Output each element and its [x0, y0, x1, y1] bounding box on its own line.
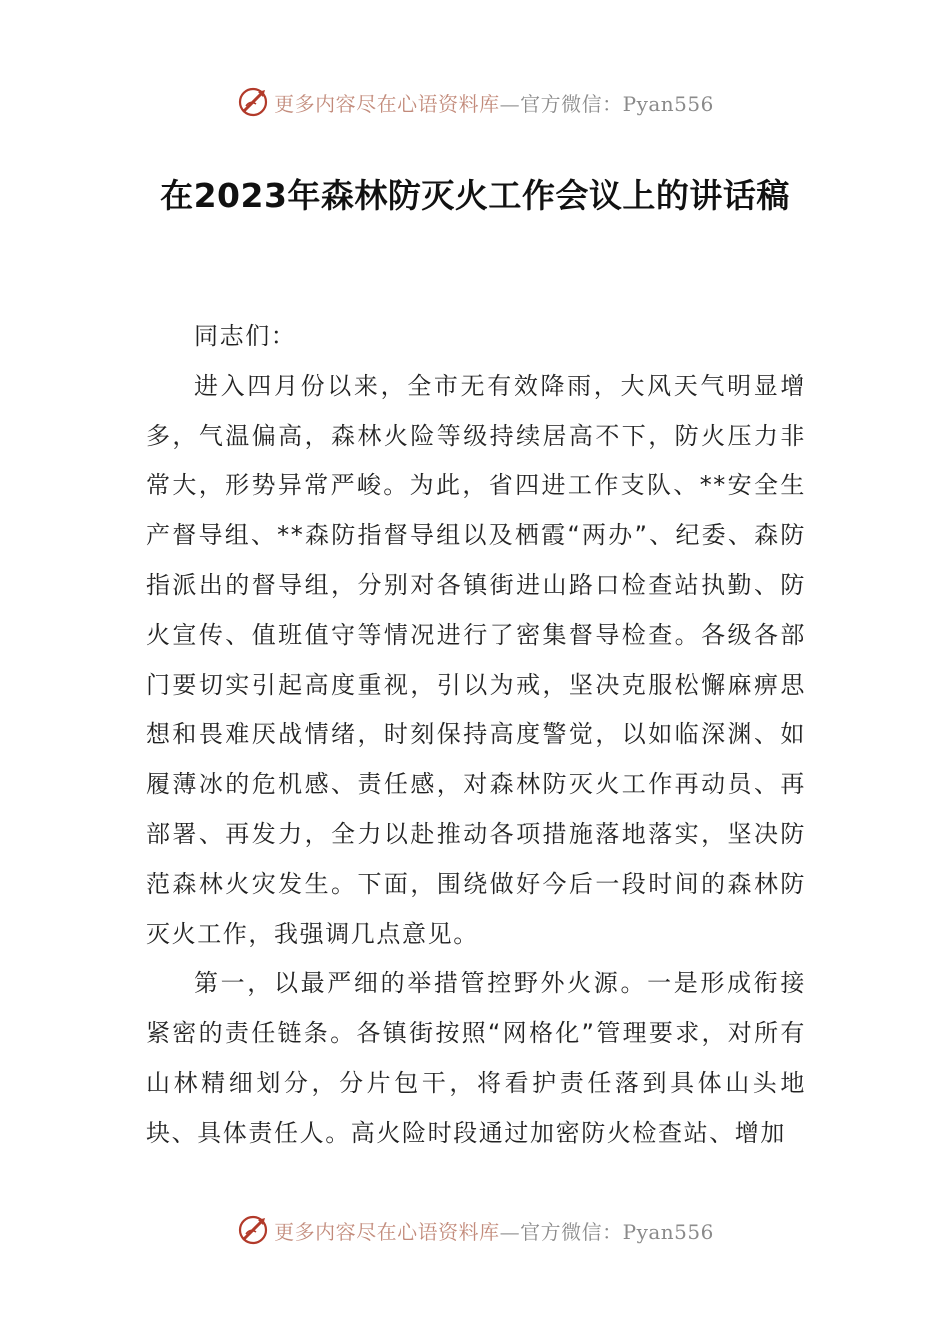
body-paragraph: 第一，以最严细的举措管控野外火源。一是形成衔接紧密的责任链条。各镇街按照“网格化”管理要求，对所有山林精细划分，分片包干，将看护责任落到具体山头地块、具体责任人。高火险时段通过加密防火检查站、增加 [146, 969, 806, 1147]
watermark-text [274, 1216, 714, 1245]
salutation-paragraph: 同志们： [194, 322, 297, 350]
footer-watermark-banner [0, 1210, 950, 1250]
watermark-site-text: 更多内容尽在心语资料库 [274, 1219, 500, 1244]
document-title: 在2023年森林防灭火工作会议上的讲话稿 [160, 176, 790, 215]
watermark-separator: — [499, 91, 521, 116]
watermark-contact-text: 官方微信：Pyan556 [520, 1219, 714, 1244]
header-watermark-banner [0, 82, 950, 122]
watermark-contact-text: 官方微信：Pyan556 [520, 91, 714, 116]
watermark-site-text: 更多内容尽在心语资料库 [274, 91, 500, 116]
pen-circle-logo-icon [236, 1212, 272, 1248]
pen-circle-logo-icon [236, 84, 272, 120]
watermark-separator: — [499, 1219, 521, 1244]
document-body [146, 312, 806, 1159]
watermark-text [274, 88, 714, 117]
body-paragraph: 进入四月份以来，全市无有效降雨，大风天气明显增多，气温偏高，森林火险等级持续居高不下，防火压力非常大，形势异常严峻。为此，省四进工作支队、**安全生产督导组、**森防指督导组以及栖霞“两办”、纪委、森防指派出的督导组，分别对各镇街进山路口检查站执勤、防火宣传、值班值守等情况进行了密集督导检查。各级各部门要切实引起高度重视，引以为戒，坚决克服松懈麻痹思想和畏难厌战情绪，时刻保持高度警觉，以如临深渊、如履薄冰的危机感、责任感，对森林防灭火工作再动员、再部署、再发力，全力以赴推动各项措施落地落实，坚决防范森林火灾发生。下面，围绕做好今后一段时间的森林防灭火工作，我强调几点意见。 [146, 371, 806, 948]
